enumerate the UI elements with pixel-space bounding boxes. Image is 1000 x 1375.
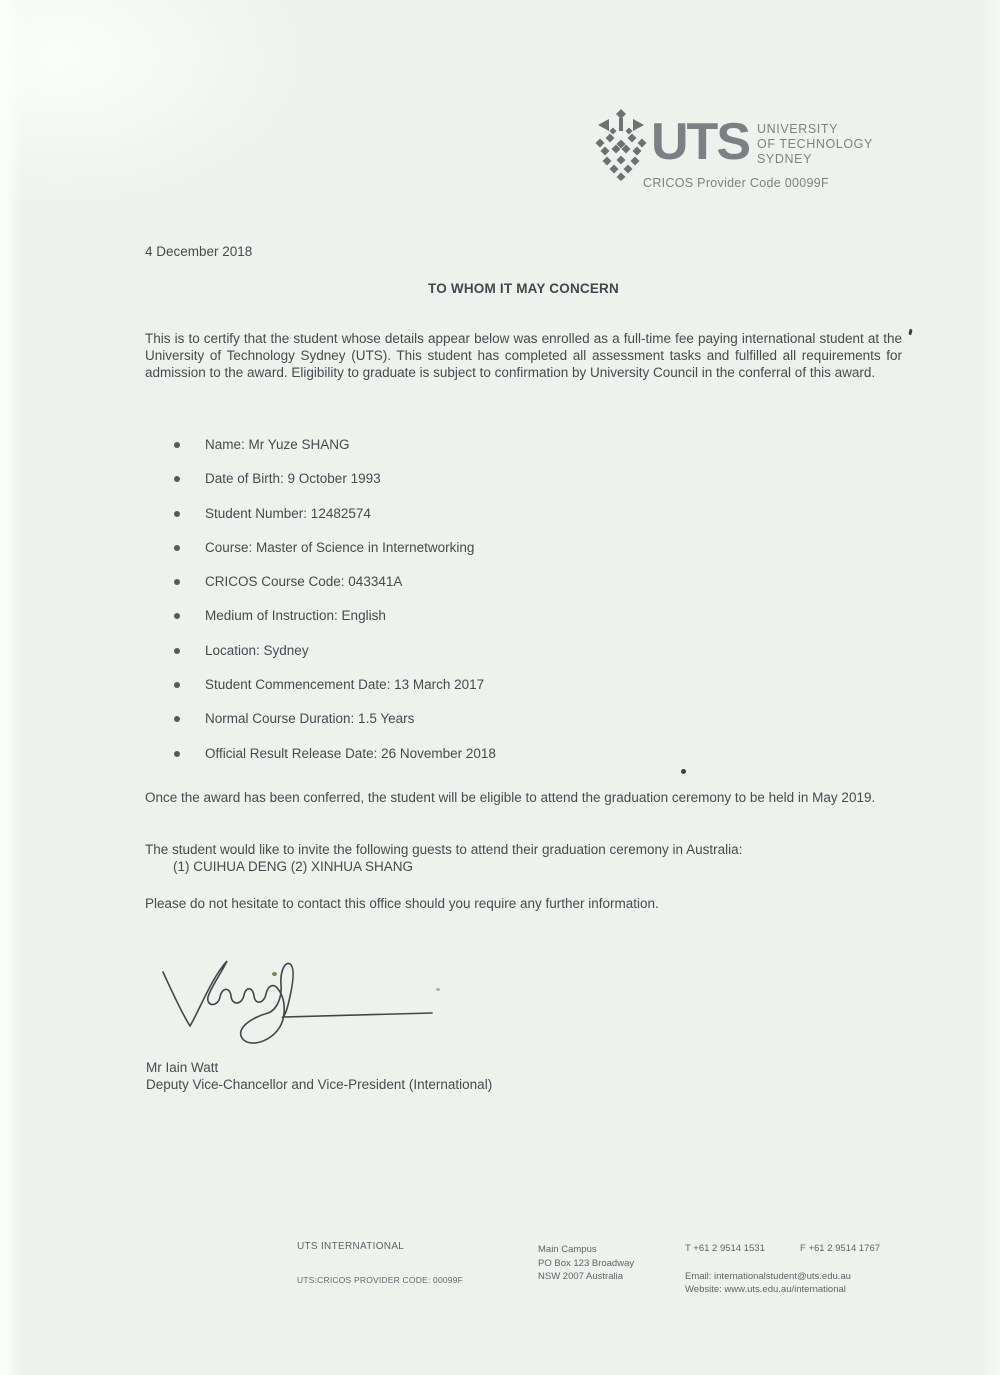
list-item-text: Location: Sydney xyxy=(205,642,309,658)
scan-speck xyxy=(272,972,277,976)
student-details-list xyxy=(145,436,845,779)
bullet-icon xyxy=(174,613,180,619)
letter-title: TO WHOM IT MAY CONCERN xyxy=(428,281,619,296)
university-name xyxy=(757,122,873,167)
bullet-icon xyxy=(174,716,180,722)
list-item xyxy=(145,642,845,659)
signer-name: Mr Iain Watt xyxy=(146,1060,219,1075)
letter-date: 4 December 2018 xyxy=(145,244,253,259)
list-item-text: Date of Birth: 9 October 1993 xyxy=(205,471,381,487)
scan-speck xyxy=(908,329,912,335)
list-item-text: Name: Mr Yuze SHANG xyxy=(205,437,350,452)
list-item-text: Medium of Instruction: English xyxy=(205,608,386,624)
cricos-provider-code: CRICOS Provider Code 00099F xyxy=(643,176,829,190)
guests-names: (1) CUIHUA DENG (2) XINHUA SHANG xyxy=(173,859,414,875)
university-name-line: UNIVERSITY xyxy=(757,122,839,136)
list-item xyxy=(145,676,845,693)
university-name-line: OF TECHNOLOGY xyxy=(757,137,873,151)
guests-paragraph xyxy=(145,841,902,875)
signature-icon xyxy=(140,945,460,1055)
footer-campus-line: Main Campus xyxy=(538,1244,597,1255)
bullet-icon xyxy=(174,442,180,448)
footer-website: Website: www.uts.edu.au/international xyxy=(685,1284,846,1295)
list-item-text: Official Result Release Date: 26 November 2018 xyxy=(205,745,496,761)
footer-campus-line: PO Box 123 Broadway xyxy=(538,1257,635,1269)
list-item xyxy=(145,539,845,556)
footer-provider-code: UTS:CRICOS PROVIDER CODE: 00099F xyxy=(297,1275,464,1285)
signer-title: Deputy Vice-Chancellor and Vice-President (International) xyxy=(146,1077,493,1093)
uts-logotype: UTS xyxy=(651,113,749,171)
list-item xyxy=(145,573,845,590)
guests-paragraph-text: The student would like to invite the following guests to attend their graduation ceremony in Australia: xyxy=(145,842,743,857)
bullet-icon xyxy=(174,511,180,517)
bullet-icon xyxy=(174,579,180,585)
list-item xyxy=(145,505,845,522)
list-item xyxy=(145,710,845,727)
bullet-icon xyxy=(174,751,180,757)
bullet-icon xyxy=(174,648,180,654)
uts-logo-icon xyxy=(592,109,650,181)
scan-speck xyxy=(436,988,440,991)
conferral-paragraph: Once the award has been conferred, the student will be eligible to attend the graduation ceremony to be held in May 2019. xyxy=(145,790,876,805)
bullet-icon xyxy=(174,545,180,551)
list-item xyxy=(145,436,845,453)
footer-org-name: UTS INTERNATIONAL xyxy=(297,1241,405,1252)
bullet-icon xyxy=(174,682,180,688)
signature-block xyxy=(146,1059,492,1093)
footer-campus-address xyxy=(538,1243,634,1284)
list-item-text: Course: Master of Science in Internetworking xyxy=(205,539,475,555)
footer-email: Email: internationalstudent@uts.edu.au xyxy=(685,1271,851,1282)
list-item-text: Normal Course Duration: 1.5 Years xyxy=(205,711,415,727)
list-item-text: Student Number: 12482574 xyxy=(205,505,371,521)
university-name-line: SYDNEY xyxy=(757,152,813,166)
list-item xyxy=(145,607,845,624)
footer-campus-line: NSW 2007 Australia xyxy=(538,1271,624,1282)
footer-phone: T +61 2 9514 1531 xyxy=(685,1243,765,1254)
list-item-text: CRICOS Course Code: 043341A xyxy=(205,574,403,590)
list-item xyxy=(145,470,845,487)
contact-paragraph: Please do not hesitate to contact this office should you require any further information. xyxy=(145,896,659,911)
bullet-icon xyxy=(174,476,180,482)
list-item-text: Student Commencement Date: 13 March 2017 xyxy=(205,677,485,693)
list-item xyxy=(145,745,845,762)
footer-fax: F +61 2 9514 1767 xyxy=(800,1243,881,1254)
intro-paragraph: This is to certify that the student whose details appear below was enrolled as a full-time fee paying international student at the University of Technology Sydney (UTS). This student has completed all assessment tasks and fulfilled all requirements for admission to the award. Eligibility to graduate is subject to confirmation by University Council in the conferral of this award. xyxy=(145,331,902,381)
scan-speck xyxy=(681,769,686,774)
